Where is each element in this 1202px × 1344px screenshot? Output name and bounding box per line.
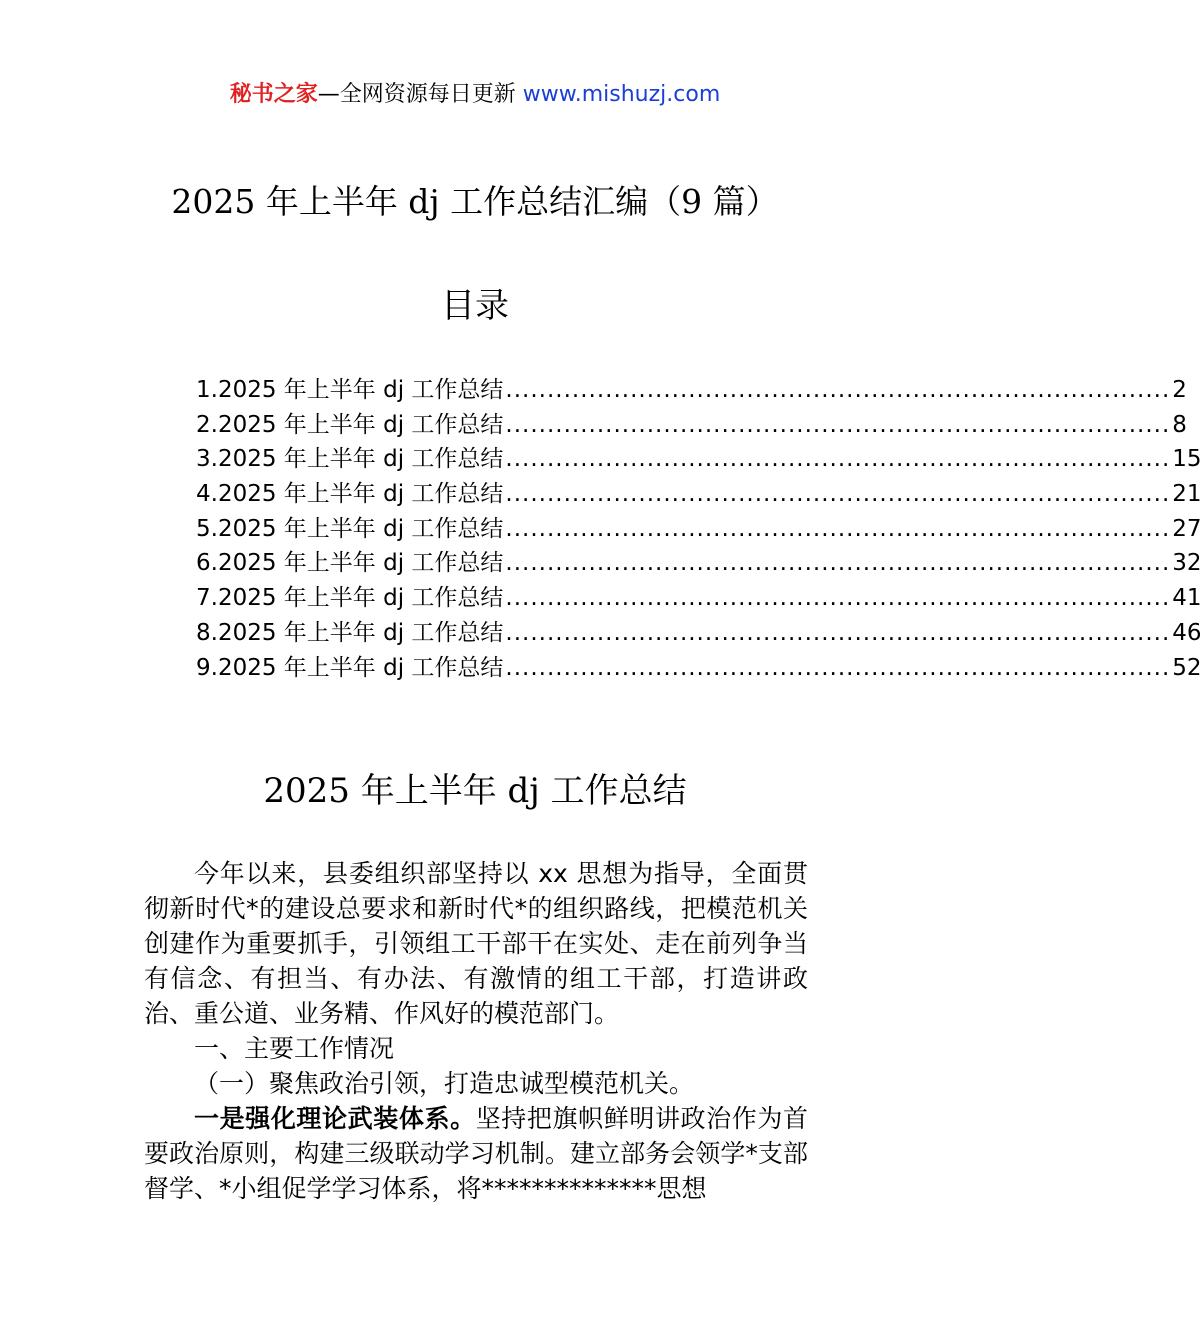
- toc-item[interactable]: [196, 512, 1202, 547]
- banner-slogan: —全网资源每日更新: [317, 82, 523, 107]
- toc-item-label: 6.2025 年上半年 dj 工作总结: [196, 550, 504, 577]
- document-title: 2025 年上半年 dj 工作总结汇编（9 篇）: [171, 182, 779, 221]
- toc-leader-dots: ................................................................................: [505, 446, 1171, 473]
- toc-item[interactable]: [196, 581, 1202, 616]
- toc-item-page: 15: [1172, 446, 1202, 473]
- table-of-contents: [196, 373, 1202, 685]
- toc-item-page: 46: [1172, 619, 1202, 646]
- heading-level-2: （一）聚焦政治引领，打造忠诚型模范机关。: [194, 1069, 695, 1098]
- toc-item[interactable]: [196, 477, 1202, 512]
- toc-leader-dots: ................................................................................: [505, 411, 1171, 438]
- toc-item[interactable]: [196, 373, 1187, 408]
- toc-item-label: 7.2025 年上半年 dj 工作总结: [196, 585, 504, 612]
- site-banner: [0, 80, 950, 110]
- heading-level-1: 一、主要工作情况: [194, 1034, 395, 1063]
- toc-item[interactable]: [196, 408, 1187, 443]
- toc-leader-dots: ................................................................................: [505, 515, 1171, 542]
- toc-item[interactable]: [196, 442, 1202, 477]
- toc-item-label: 3.2025 年上半年 dj 工作总结: [196, 446, 504, 473]
- toc-item[interactable]: [196, 651, 1202, 686]
- banner-brand: 秘书之家: [229, 82, 318, 107]
- toc-item[interactable]: [196, 546, 1202, 581]
- toc-heading: 目录: [441, 286, 509, 326]
- toc-item-page: 2: [1172, 377, 1187, 403]
- section-title: 2025 年上半年 dj 工作总结: [263, 771, 687, 811]
- toc-item-label: 9.2025 年上半年 dj 工作总结: [196, 654, 504, 681]
- toc-leader-dots: ................................................................................: [505, 654, 1171, 681]
- toc-leader-dots: ................................................................................: [505, 585, 1171, 612]
- toc-item-label: 4.2025 年上半年 dj 工作总结: [196, 481, 504, 508]
- toc-item[interactable]: [196, 616, 1202, 651]
- point-lead: 一是强化理论武装体系。: [194, 1104, 476, 1133]
- point-text: 坚持把旗帜鲜明讲政治作为首要政治原则，构建三级联动学习机制。建立部务会领学*支部督学、*小组促学学习体系，将**************思想: [144, 1104, 808, 1203]
- toc-leader-dots: ................................................................................: [505, 377, 1171, 403]
- toc-item-page: 32: [1172, 550, 1202, 577]
- point-paragraph: [144, 1101, 808, 1206]
- banner-url-link[interactable]: www.mishuzj.com: [522, 82, 721, 107]
- toc-item-page: 27: [1172, 515, 1202, 542]
- toc-item-label: 1.2025 年上半年 dj 工作总结: [196, 377, 504, 403]
- toc-item-label: 8.2025 年上半年 dj 工作总结: [196, 619, 504, 646]
- toc-item-label: 5.2025 年上半年 dj 工作总结: [196, 515, 504, 542]
- toc-item-page: 41: [1172, 585, 1202, 612]
- toc-leader-dots: ................................................................................: [505, 481, 1171, 508]
- intro-paragraph: 今年以来，县委组织部坚持以 xx 思想为指导，全面贯彻新时代*的建设总要求和新时代*的组织路线，把模范机关创建作为重要抓手，引领组工干部干在实处、走在前列争当有信念、有担当、有办法、有激情的组工干部，打造讲政治、重公道、业务精、作风好的模范部门。: [144, 859, 808, 1028]
- toc-item-page: 8: [1172, 411, 1187, 438]
- toc-item-page: 52: [1172, 654, 1202, 681]
- toc-leader-dots: ................................................................................: [505, 619, 1171, 646]
- toc-leader-dots: ................................................................................: [505, 550, 1171, 577]
- toc-item-page: 21: [1172, 481, 1202, 508]
- toc-item-label: 2.2025 年上半年 dj 工作总结: [196, 411, 504, 438]
- section-body: [144, 856, 808, 1206]
